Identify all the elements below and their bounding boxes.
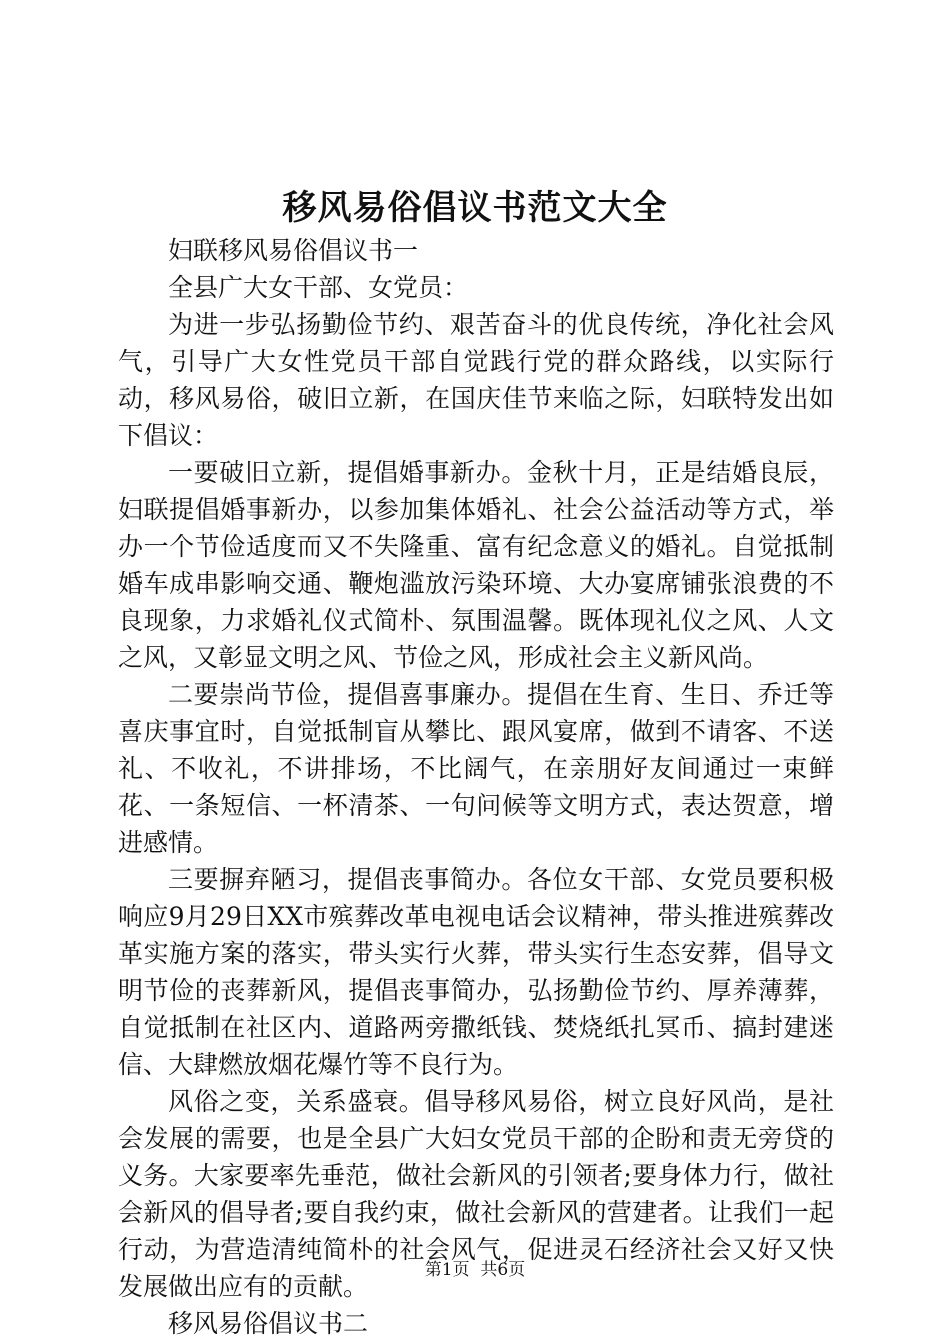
document-title: 移风易俗倡议书范文大全: [282, 188, 668, 228]
paragraph-celebration: 二要崇尚节俭，提倡喜事廉办。提倡在生育、生日、乔迁等喜庆事宜时，自觉抵制盲从攀比、跟风宴席，做到不请客、不送礼、不收礼，不讲排场，不比阔气，在亲朋好友间通过一束鲜花、一条短信、一杯清茶、一句问候等文明方式，表达贺意，增进感情。: [118, 680, 834, 857]
page-number: 第1页: [424, 1260, 470, 1280]
section-heading-2: 移风易俗倡议书二: [168, 1309, 369, 1338]
page-total: 共6页: [480, 1260, 526, 1280]
document-body: [118, 232, 834, 1342]
paragraph-funeral: 三要摒弃陋习，提倡丧事简办。各位女干部、女党员要积极响应9月29日XX市殡葬改革电视电话会议精神，带头推进殡葬改革实施方案的落实，带头实行火葬，带头实行生态安葬，倡导文明节俭的丧葬新风，提倡丧事简办，弘扬勤俭节约、厚养薄葬，自觉抵制在社区内、道路两旁撒纸钱、焚烧纸扎冥币、搞封建迷信、大肆燃放烟花爆竹等不良行为。: [118, 865, 834, 1079]
paragraph-conclusion: 风俗之变，关系盛衰。倡导移风易俗，树立良好风尚，是社会发展的需要，也是全县广大妇女党员干部的企盼和责无旁贷的义务。大家要率先垂范，做社会新风的引领者;要身体力行，做社会新风的倡导者;要自我约束，做社会新风的营建者。让我们一起行动，为营造清纯简朴的社会风气，促进灵石经济社会又好又快发展做出应有的贡献。: [118, 1087, 834, 1301]
footer-spacer: [470, 1260, 481, 1280]
section-heading-1: 妇联移风易俗倡议书一: [168, 236, 419, 265]
page-footer: [0, 1258, 950, 1282]
paragraph-wedding: 一要破旧立新，提倡婚事新办。金秋十月，正是结婚良辰，妇联提倡婚事新办，以参加集体婚礼、社会公益活动等方式，举办一个节俭适度而又不失隆重、富有纪念意义的婚礼。自觉抵制婚车成串影响交通、鞭炮滥放污染环境、大办宴席铺张浪费的不良现象，力求婚礼仪式简朴、氛围温馨。既体现礼仪之风、人文之风，又彰显文明之风、节俭之风，形成社会主义新风尚。: [118, 458, 834, 672]
paragraph-intro: 为进一步弘扬勤俭节约、艰苦奋斗的优良传统，净化社会风气，引导广大女性党员干部自觉践行党的群众路线，以实际行动，移风易俗，破旧立新，在国庆佳节来临之际，妇联特发出如下倡议：: [118, 310, 834, 450]
salutation: 全县广大女干部、女党员：: [168, 273, 469, 302]
